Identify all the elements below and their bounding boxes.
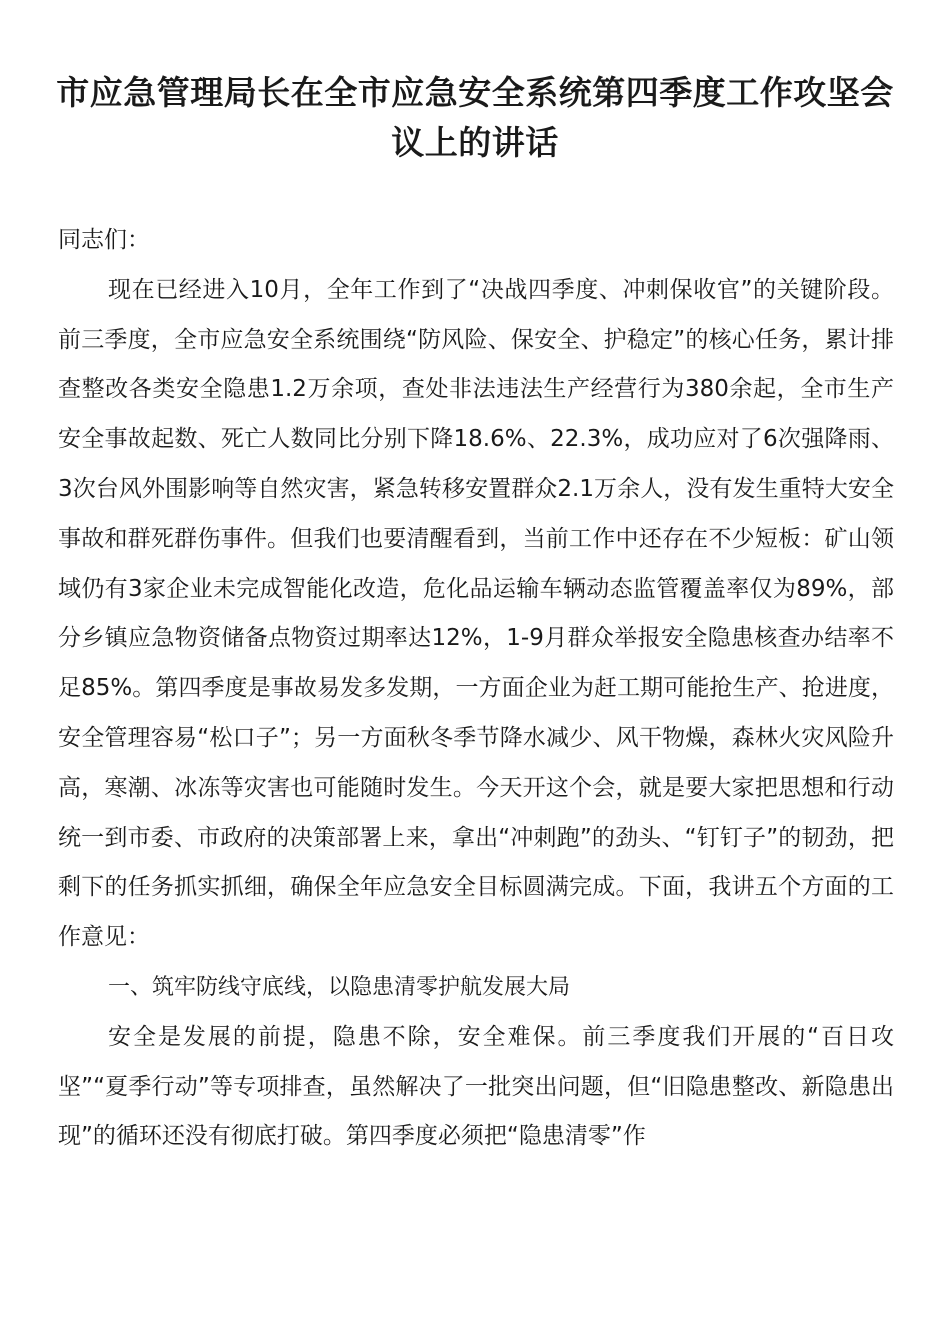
paragraph: 安全是发展的前提，隐患不除，安全难保。前三季度我们开展的“百日攻坚”“夏季行动”等专项排查，虽然解决了一批突出问题，但“旧隐患整改、新隐患出现”的循环还没有彻底打破。第四季度必须把“隐患清零”作 xyxy=(58,1023,894,1150)
paragraph: 现在已经进入10月，全年工作到了“决战四季度、冲刺保收官”的关键阶段。前三季度，全市应急安全系统围绕“防风险、保安全、护稳定”的核心任务，累计排查整改各类安全隐患1.2万余项，查处非法违法生产经营行为380余起，全市生产安全事故起数、死亡人数同比分别下降18.6%、22.3%，成功应对了6次强降雨、3次台风外围影响等自然灾害，紧急转移安置群众2.1万余人，没有发生重特大安全事故和群死群伤事件。但我们也要清醒看到，当前工作中还存在不少短板：矿山领域仍有3家企业未完成智能化改造，危化品运输车辆动态监管覆盖率仅为89%，部分乡镇应急物资储备点物资过期率达12%，1-9月群众举报安全隐患核查办结率不足85%。第四季度是事故易发多发期，一方面企业为赶工期可能抢生产、抢进度，安全管理容易“松口子”；另一方面秋冬季节降水减少、风干物燥，森林火灾风险升高，寒潮、冰冻等灾害也可能随时发生。今天开这个会，就是要大家把思想和行动统一到市委、市政府的决策部署上来，拿出“冲刺跑”的劲头、“钉钉子”的韧劲，把剩下的任务抓实抓细，确保全年应急安全目标圆满完成。下面，我讲五个方面的工作意见： xyxy=(58,276,894,951)
section-heading: 一、筑牢防线守底线，以隐患清零护航发展大局 xyxy=(108,974,571,1000)
document-body xyxy=(58,216,894,1162)
document-title: 市应急管理局长在全市应急安全系统第四季度工作攻坚会议上的讲话 xyxy=(56,73,894,162)
salutation: 同志们： xyxy=(58,227,150,253)
